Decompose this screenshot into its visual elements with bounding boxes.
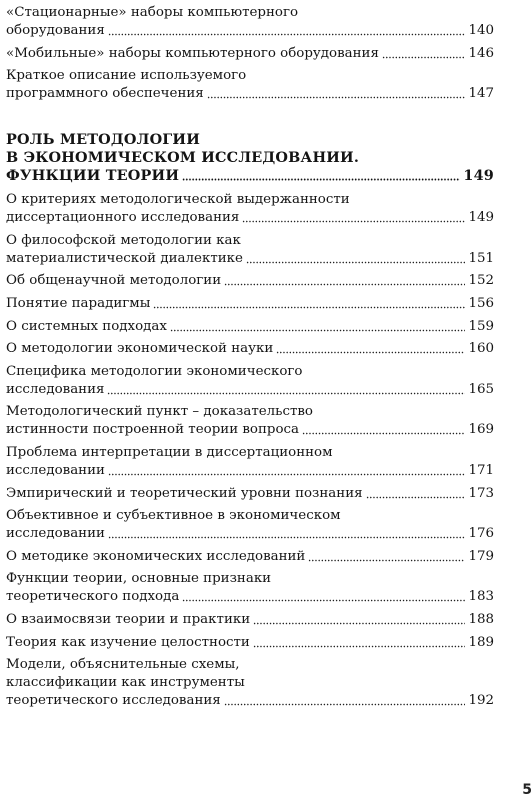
toc-page-number: 149	[468, 210, 494, 226]
toc-entry-last-line	[6, 525, 494, 543]
toc-entry-last-line	[6, 167, 494, 185]
toc-page-number: 183	[468, 589, 494, 605]
toc-page-number: 149	[463, 167, 494, 185]
toc-entry-last-line	[6, 634, 494, 652]
toc-entry-line: Проблема интерпретации в диссертационном	[6, 444, 333, 460]
dot-leader	[108, 33, 466, 36]
toc-entry-line: материалистической диалектике	[6, 250, 243, 266]
toc-entry-line: О философской методологии как	[6, 232, 241, 248]
dot-leader	[242, 220, 465, 223]
toc-entry-line: исследовании	[6, 462, 105, 478]
toc-entry-last-line	[6, 250, 494, 268]
toc-entry-last-line	[6, 209, 494, 227]
toc-entry	[6, 548, 494, 566]
toc-page-number: 151	[468, 250, 494, 266]
toc-page-number: 165	[468, 381, 494, 397]
toc-entry	[6, 507, 494, 543]
toc-entry-last-line	[6, 611, 494, 629]
toc-entry-line: О методике экономических исследований	[6, 548, 306, 564]
toc-entry-line: Функции теории, основные признаки	[6, 571, 272, 587]
toc-entry	[6, 295, 494, 313]
dot-leader	[276, 351, 465, 354]
toc-page-number: 192	[468, 693, 494, 709]
toc-entry-last-line	[6, 462, 494, 480]
toc-section-heading	[6, 131, 494, 185]
toc-entry-last-line	[6, 588, 494, 606]
toc-entry	[6, 191, 494, 227]
toc-entry-line: Эмпирический и теоретический уровни познания	[6, 485, 363, 501]
toc-entry	[6, 570, 494, 606]
dot-leader	[182, 178, 460, 181]
toc-entry-last-line	[6, 45, 494, 63]
toc-entry-line: диссертационного исследования	[6, 210, 240, 226]
toc-entry-last-line	[6, 295, 494, 313]
dot-leader	[224, 703, 466, 706]
toc-page-number: 173	[468, 485, 494, 501]
dot-leader	[366, 496, 466, 499]
toc-entry-line: программного обеспечения	[6, 86, 204, 102]
toc-entry-last-line	[6, 318, 494, 336]
toc-entry-line: Краткое описание используемого	[6, 68, 247, 84]
dot-leader	[153, 306, 465, 309]
toc-page-number: 160	[468, 341, 494, 357]
toc-entry	[6, 403, 494, 439]
toc-page-number: 179	[468, 548, 494, 564]
toc-entry-last-line	[6, 85, 494, 103]
page-number: 5	[522, 782, 532, 798]
dot-leader	[107, 392, 465, 395]
toc-entry-line: теоретического исследования	[6, 693, 221, 709]
toc-entry	[6, 318, 494, 336]
toc-entry-line: О взаимосвязи теории и практики	[6, 611, 251, 627]
toc-entry-last-line	[6, 22, 494, 40]
dot-leader	[382, 56, 466, 59]
toc-entry-line: О критериях методологической выдержанности	[6, 192, 350, 208]
toc-page-number: 156	[468, 295, 494, 311]
toc-entry	[6, 611, 494, 629]
dot-leader	[170, 329, 466, 332]
toc-entry-line: исследовании	[6, 526, 105, 542]
toc-page-number: 171	[468, 462, 494, 478]
toc-entry-line: исследования	[6, 381, 105, 397]
toc-entry-line: Методологический пункт – доказательство	[6, 404, 313, 420]
dot-leader	[253, 645, 466, 648]
toc-entry	[6, 444, 494, 480]
dot-leader	[207, 96, 466, 99]
toc-entry-last-line	[6, 381, 494, 399]
toc-entry	[6, 45, 494, 63]
dot-leader	[253, 622, 465, 625]
dot-leader	[108, 473, 465, 476]
toc-page-number: 140	[468, 23, 494, 38]
toc-page-number: 146	[468, 45, 494, 61]
toc-entry-line: Специфика методологии экономического	[6, 363, 303, 379]
toc-entry-line: «Стационарные» наборы компьютерного	[6, 5, 299, 20]
table-of-contents	[6, 4, 494, 715]
toc-entry-line: оборудования	[6, 23, 105, 38]
toc-entry-line: В ЭКОНОМИЧЕСКОМ ИССЛЕДОВАНИИ.	[6, 149, 360, 167]
toc-entry-line: истинности построенной теории вопроса	[6, 422, 300, 438]
toc-entry	[6, 656, 494, 710]
toc-entry	[6, 340, 494, 358]
toc-entry-line: классификации как инструменты	[6, 675, 245, 691]
dot-leader	[182, 599, 465, 602]
toc-entry-last-line	[6, 421, 494, 439]
toc-entry-line: О методологии экономической науки	[6, 341, 274, 357]
toc-entry	[6, 4, 494, 40]
dot-leader	[108, 536, 465, 539]
toc-page-number: 176	[468, 526, 494, 542]
toc-entry-last-line	[6, 340, 494, 358]
toc-entry-last-line	[6, 272, 494, 290]
toc-entry	[6, 232, 494, 268]
toc-entry-last-line	[6, 485, 494, 503]
toc-page-number: 188	[468, 611, 494, 627]
toc-entry	[6, 67, 494, 103]
toc-entry-line: РОЛЬ МЕТОДОЛОГИИ	[6, 131, 201, 149]
toc-entry	[6, 363, 494, 399]
dot-leader	[246, 261, 465, 264]
toc-entry-line: Объективное и субъективное в экономическом	[6, 508, 341, 524]
toc-entry-line: Понятие парадигмы	[6, 295, 151, 311]
toc-entry	[6, 485, 494, 503]
toc-page-number: 147	[468, 86, 494, 102]
toc-entry-line: Об общенаучной методологии	[6, 273, 222, 289]
toc-page-number: 152	[468, 273, 494, 289]
dot-leader	[302, 432, 465, 435]
toc-entry	[6, 634, 494, 652]
toc-entry-line: О системных подходах	[6, 318, 167, 334]
dot-leader	[308, 559, 465, 562]
toc-entry-line: Модели, объяснительные схемы,	[6, 657, 240, 673]
toc-entry-line: «Мобильные» наборы компьютерного оборудования	[6, 45, 379, 61]
toc-page-number: 189	[468, 634, 494, 650]
dot-leader	[224, 283, 465, 286]
toc-page-number: 169	[468, 422, 494, 438]
toc-page-number: 159	[468, 318, 494, 334]
toc-entry-line: ФУНКЦИИ ТЕОРИИ	[6, 167, 180, 185]
toc-entry-line: теоретического подхода	[6, 589, 180, 605]
toc-entry-last-line	[6, 548, 494, 566]
toc-entry-line: Теория как изучение целостности	[6, 634, 250, 650]
toc-entry	[6, 272, 494, 290]
toc-entry-last-line	[6, 692, 494, 710]
